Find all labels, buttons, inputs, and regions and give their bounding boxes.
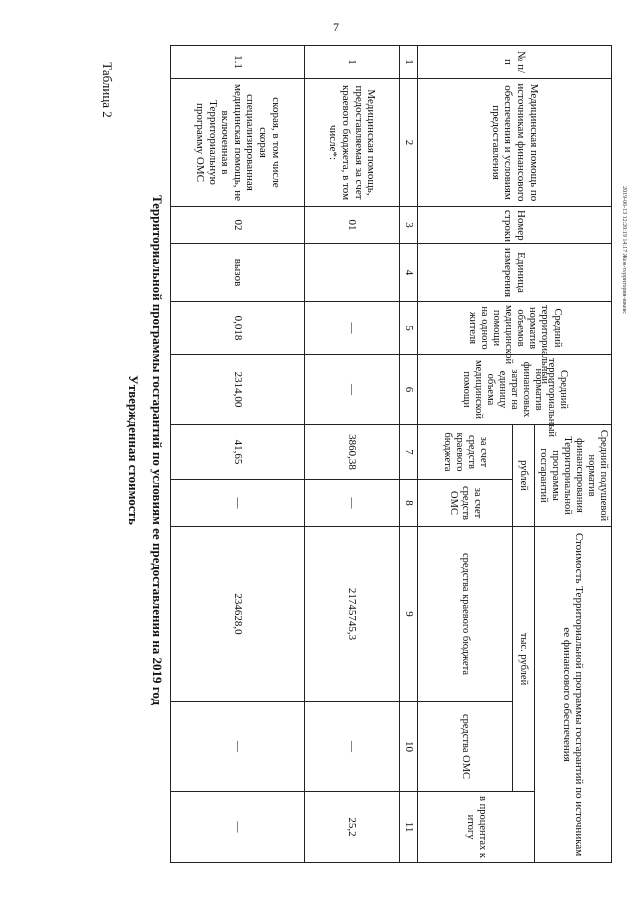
header-care: Медицинская помощь по источникам финансового обеспечения и условиям предоставления [417, 79, 611, 207]
col-number: 11 [399, 792, 417, 863]
row-code: 02 [170, 207, 304, 244]
title-line-1: Утвержденная стоимость [126, 375, 141, 525]
document-stamp: 2019-06-13 12:20:19 14:17 Жеж-территория-ижевс [621, 186, 627, 314]
col-number: 8 [399, 480, 417, 527]
row-pct: — [170, 792, 304, 863]
row-total-budget: 21745745,3 [304, 527, 399, 702]
row-name: скорая, в том числе скорая специализированная медицинская помощь, не включенная в Территориальную программу ОМС [170, 79, 304, 207]
row-name: Медицинская помощь, предоставляемая за счет краевого бюджета, в том числе*: [304, 79, 399, 207]
row-pc-oms: — [304, 480, 399, 527]
row-code: 01 [304, 207, 399, 244]
col-number: 9 [399, 527, 417, 702]
rotated-table-frame [180, 45, 640, 859]
row-unit [304, 244, 399, 302]
header-per-capita-oms: за счет средств ОМС [417, 480, 512, 527]
title-line-2: Территориальной программы госгарантий по условиям ее предоставления на 2019 год [150, 194, 165, 706]
row-cost: 2314,00 [170, 355, 304, 425]
header-total-oms: средства ОМС [417, 702, 512, 792]
row-pc-oms: — [170, 480, 304, 527]
cost-table [170, 45, 612, 863]
row-num: 1 [304, 46, 399, 79]
col-number: 4 [399, 244, 417, 302]
row-cost: — [304, 355, 399, 425]
row-volume: — [304, 302, 399, 355]
header-per-capita-budget: за счет средств краевого бюджета [417, 425, 512, 480]
row-pct: 25,2 [304, 792, 399, 863]
header-total-pct: в процентах к итогу [417, 792, 534, 863]
row-pc-budget: 41,65 [170, 425, 304, 480]
header-row-number: Номер строки [417, 207, 611, 244]
col-number: 7 [399, 425, 417, 480]
row-total-oms: — [170, 702, 304, 792]
row-volume: 0,018 [170, 302, 304, 355]
page-number: 7 [333, 20, 339, 34]
row-pc-budget: 3860,38 [304, 425, 399, 480]
header-per-capita: Средний подушевой норматив финансирования Территориальной программы госгарантий [534, 425, 611, 527]
col-number: 2 [399, 79, 417, 207]
header-unit: Единица измерения [417, 244, 611, 302]
col-number: 5 [399, 302, 417, 355]
row-total-oms: — [304, 702, 399, 792]
header-per-capita-unit: рублей [512, 425, 534, 527]
row-unit: вызов [170, 244, 304, 302]
row-total-budget: 234628,0 [170, 527, 304, 702]
table-label: Таблица 2 [100, 62, 115, 118]
col-number: 6 [399, 355, 417, 425]
col-number: 10 [399, 702, 417, 792]
col-number: 1 [399, 46, 417, 79]
header-total-cost: Стоимость Территориальной программы госгарантий по источникам ее финансового обеспечения [534, 527, 611, 863]
row-num: 1.1 [170, 46, 304, 79]
col-number: 3 [399, 207, 417, 244]
header-num: № п/п [417, 46, 611, 79]
header-volume-norm: Средний территориальный норматив объемов медицинской помощи на одного жителя [417, 302, 611, 355]
header-cost-norm: Средний территориальный норматив финансовых затрат на единицу объема медицинской помощи [417, 355, 611, 425]
header-total-budget: средства краевого бюджета [417, 527, 512, 702]
header-total-unit: тыс. рублей [512, 527, 534, 792]
